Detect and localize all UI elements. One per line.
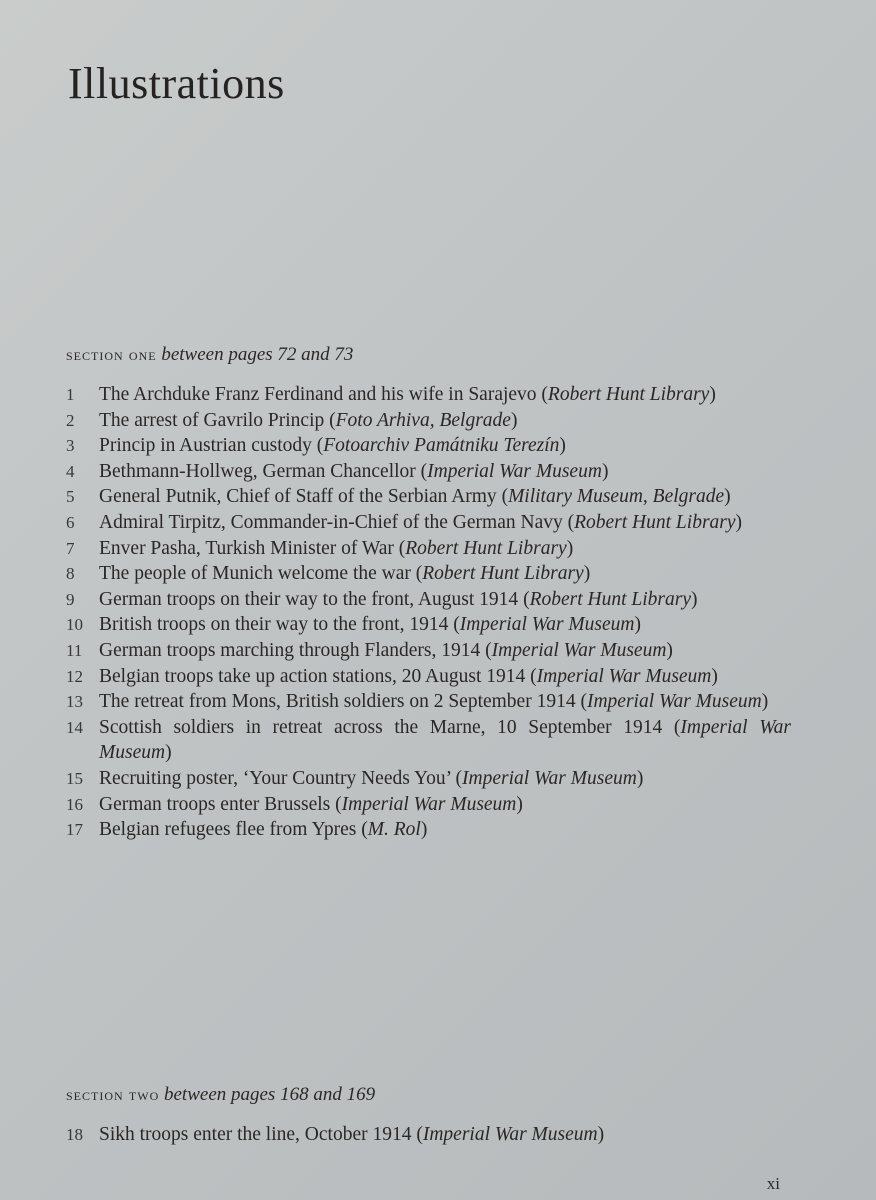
illustration-item: 8 The people of Munich welcome the war (Robert Hunt Library) — [66, 561, 791, 587]
illustration-caption: Princip in Austrian custody — [99, 435, 312, 457]
illustration-number: 14 — [66, 717, 83, 737]
illustration-caption: The retreat from Mons, British soldiers on 2 September 1914 — [99, 691, 576, 713]
illustration-source: Imperial War Museum — [491, 639, 667, 661]
illustration-caption: Sikh troops enter the line, October 1914 — [99, 1124, 412, 1145]
illustration-number: 10 — [66, 615, 83, 635]
illustration-source: Imperial War Museum — [459, 614, 635, 636]
illustration-item: 14 Scottish soldiers in retreat across the Marne, 10 September 1914 (Imperial War Museum) — [66, 716, 791, 764]
illustration-item: 10 British troops on their way to the front, 1914 (Imperial War Museum) — [66, 612, 791, 638]
illustration-item: 15 Recruiting poster, ‘Your Country Needs You’ (Imperial War Museum) — [66, 766, 791, 792]
illustration-source: Robert Hunt Library — [405, 537, 567, 559]
illustration-number: 5 — [66, 487, 75, 507]
section-one-label: section one — [66, 345, 157, 364]
illustration-item: 12 Belgian troops take up action stations, 20 August 1914 (Imperial War Museum) — [66, 664, 791, 690]
illustration-source: Military Museum, Belgrade — [508, 486, 725, 508]
illustration-number: 6 — [66, 512, 75, 532]
illustration-caption: Bethmann-Hollweg, German Chancellor — [99, 460, 416, 482]
section-two-pages: between pages 168 and 169 — [164, 1084, 376, 1105]
illustration-number: 16 — [66, 794, 83, 814]
section-one-list — [66, 382, 791, 843]
illustration-number: 7 — [66, 538, 75, 558]
illustration-source: Fotoarchiv Památniku Terezín — [323, 435, 560, 457]
illustration-item: 7 Enver Pasha, Turkish Minister of War (Robert Hunt Library) — [66, 536, 791, 562]
illustration-item: 18 Sikh troops enter the line, October 1914 (Imperial War Museum) — [66, 1122, 791, 1148]
illustration-number: 9 — [66, 589, 75, 609]
section-two-list — [66, 1122, 791, 1148]
illustration-source: Imperial War Museum — [536, 665, 712, 687]
illustration-caption: German troops enter Brussels — [99, 793, 331, 815]
illustration-item: 3 Princip in Austrian custody (Fotoarchiv Památniku Terezín) — [66, 433, 791, 459]
illustration-number: 4 — [66, 461, 75, 481]
illustration-source: Robert Hunt Library — [529, 588, 691, 610]
illustration-item: 16 German troops enter Brussels (Imperial War Museum) — [66, 792, 791, 818]
illustration-caption: The arrest of Gavrilo Princip — [99, 409, 325, 431]
illustration-caption: Recruiting poster, ‘Your Country Needs You’ — [99, 767, 451, 789]
illustration-number: 13 — [66, 692, 83, 712]
illustration-item: 4 Bethmann-Hollweg, German Chancellor (Imperial War Museum) — [66, 459, 791, 485]
illustration-source: Imperial War Museum — [427, 460, 602, 482]
illustration-source: Foto Arhiva, Belgrade — [335, 409, 511, 431]
illustration-item: 6 Admiral Tirpitz, Commander-in-Chief of the German Navy (Robert Hunt Library) — [66, 510, 791, 536]
illustration-source: Robert Hunt Library — [574, 511, 736, 533]
illustration-caption: Admiral Tirpitz, Commander-in-Chief of the German Navy — [99, 511, 563, 533]
illustration-source: Robert Hunt Library — [422, 563, 584, 585]
illustration-item: 1 The Archduke Franz Ferdinand and his wife in Sarajevo (Robert Hunt Library) — [66, 382, 791, 408]
illustration-caption: Belgian troops take up action stations, 20 August 1914 — [99, 665, 526, 687]
illustration-number: 15 — [66, 768, 83, 788]
illustration-caption: German troops marching through Flanders, 1914 — [99, 639, 481, 661]
illustration-source: Imperial War Museum — [422, 1124, 598, 1145]
illustration-number: 8 — [66, 564, 75, 584]
section-two-label: section two — [66, 1085, 160, 1104]
illustration-source: Robert Hunt Library — [547, 384, 710, 405]
illustration-caption: General Putnik, Chief of Staff of the Serbian Army — [99, 486, 497, 508]
illustration-number: 12 — [66, 666, 83, 686]
illustration-item: 11 German troops marching through Flanders, 1914 (Imperial War Museum) — [66, 638, 791, 664]
section-one-pages: between pages 72 and 73 — [161, 344, 354, 365]
section-one-heading — [66, 344, 353, 366]
illustration-number: 17 — [66, 820, 83, 840]
illustration-source: Imperial War Museum — [341, 793, 517, 815]
illustration-item: 5 General Putnik, Chief of Staff of the Serbian Army (Military Museum, Belgrade) — [66, 484, 791, 510]
illustration-caption: German troops on their way to the front, August 1914 — [99, 588, 519, 610]
illustration-number: 3 — [66, 436, 75, 456]
illustration-caption: The people of Munich welcome the war — [99, 563, 411, 585]
section-two-heading — [66, 1084, 375, 1106]
illustration-source: M. Rol — [367, 819, 421, 841]
illustration-number: 11 — [66, 640, 83, 660]
illustration-source: Imperial War Museum — [462, 767, 637, 789]
illustration-source: Imperial War Museum — [586, 691, 762, 713]
illustration-caption: Scottish soldiers in retreat across the Marne, 10 September 1914 — [99, 716, 663, 738]
illustration-caption: British troops on their way to the front, 1914 — [99, 614, 449, 636]
page-title: Illustrations — [68, 59, 285, 108]
illustration-item: 13 The retreat from Mons, British soldiers on 2 September 1914 (Imperial War Museum) — [66, 689, 791, 715]
illustration-item: 17 Belgian refugees flee from Ypres (M. Rol) — [66, 817, 791, 843]
illustration-caption: Enver Pasha, Turkish Minister of War — [99, 537, 394, 559]
page-number: xi — [766, 1174, 780, 1193]
illustration-source: Imperial War Museum — [99, 716, 791, 764]
illustration-item: 9 German troops on their way to the front, August 1914 (Robert Hunt Library) — [66, 587, 791, 613]
illustration-caption: The Archduke Franz Ferdinand and his wife in Sarajevo — [99, 384, 537, 405]
illustration-number: 1 — [66, 385, 75, 404]
illustration-number: 18 — [66, 1125, 83, 1144]
illustration-item: 2 The arrest of Gavrilo Princip (Foto Arhiva, Belgrade) — [66, 408, 791, 434]
illustration-number: 2 — [66, 410, 75, 430]
illustration-caption: Belgian refugees flee from Ypres — [99, 819, 357, 841]
